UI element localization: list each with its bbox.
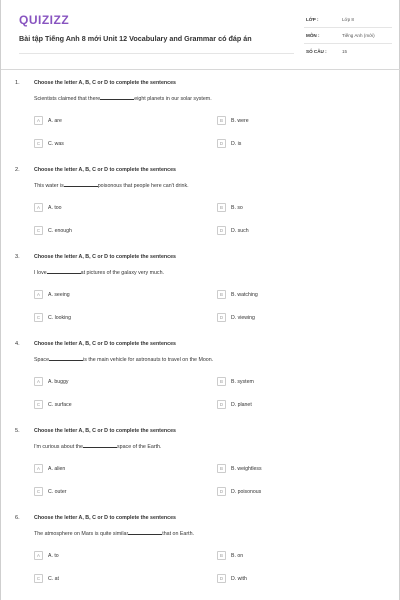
sentence-before: This water is [34,183,64,189]
question-number: 4. [15,341,20,347]
option-letter-box[interactable]: D [217,226,226,235]
option-text: D. with [231,575,247,582]
meta-row-subject [304,28,392,44]
option-text: D. viewing [231,314,255,321]
answer-blank [100,99,134,100]
meta-label: MÔN : [306,33,320,38]
option-text: D. such [231,227,249,234]
question-sentence [34,357,213,363]
option-text: C. looking [48,314,72,321]
option-text: C. enough [48,227,72,234]
option-letter-box[interactable]: D [217,139,226,148]
option-letter-box[interactable]: D [217,574,226,583]
question-number: 3. [15,254,20,260]
option-text: A. too [48,204,62,211]
sentence-after: at pictures of the galaxy very much. [80,270,164,276]
option-text: D. is [231,140,242,147]
answer-blank [128,534,162,535]
question-instruction: Choose the letter A, B, C or D to complete the sentences [34,428,176,434]
answer-blank [47,273,81,274]
question-number: 6. [15,515,20,521]
meta-value: Lớp 8 [342,17,354,22]
option-letter-box[interactable]: A [34,551,43,560]
sentence-before: Space [34,357,50,363]
option-letter-box[interactable]: B [217,551,226,560]
question-number: 1. [15,80,20,86]
sentence-before: The atmosphere on Mars is quite similar [34,531,129,537]
question-3 [1,254,400,340]
question-2 [1,167,400,253]
question-sentence [34,270,164,276]
answer-blank [83,447,117,448]
sentence-after: that on Earth. [162,531,195,537]
worksheet-title: Bài tập Tiếng Anh 8 mới Unit 12 Vocabulary and Grammar có đáp án [19,34,252,43]
option-letter-box[interactable]: A [34,290,43,299]
option-text: B. were [231,117,249,124]
meta-value: 15 [342,49,348,54]
option-letter-box[interactable]: D [217,400,226,409]
option-letter-box[interactable]: C [34,574,43,583]
option-letter-box[interactable]: C [34,226,43,235]
option-letter-box[interactable]: B [217,116,226,125]
meta-value: Tiếng Anh (mới) [342,33,375,38]
option-text: B. on [231,552,244,559]
sentence-after: space of the Earth. [117,444,162,450]
question-instruction: Choose the letter A, B, C or D to complete the sentences [34,515,176,521]
option-text: B. watching [231,291,258,298]
option-letter-box[interactable]: C [34,313,43,322]
option-letter-box[interactable]: A [34,116,43,125]
option-text: B. so [231,204,243,211]
sentence-before: I love [34,270,47,276]
question-sentence [34,96,212,102]
answer-blank [64,186,98,187]
question-5 [1,428,400,514]
meta-label: SỐ CÂU : [306,49,327,54]
option-letter-box[interactable]: C [34,139,43,148]
option-text: C. surface [48,401,72,408]
option-text: B. system [231,378,254,385]
meta-row-class [304,12,392,28]
sentence-before: Scientists claimed that there [34,96,101,102]
option-letter-box[interactable]: B [217,464,226,473]
quizizz-logo [19,13,69,27]
option-letter-box[interactable]: B [217,290,226,299]
question-instruction: Choose the letter A, B, C or D to complete the sentences [34,80,176,86]
option-text: B. weightless [231,465,262,472]
option-letter-box[interactable]: D [217,487,226,496]
meta-table [304,12,392,60]
question-number: 2. [15,167,20,173]
option-text: A. are [48,117,62,124]
option-text: A. to [48,552,59,559]
option-text: D. planet [231,401,252,408]
question-instruction: Choose the letter A, B, C or D to complete the sentences [34,167,176,173]
option-text: A. buggy [48,378,69,385]
logo-text: QUIZIZZ [19,13,70,27]
question-instruction: Choose the letter A, B, C or D to complete the sentences [34,254,176,260]
option-letter-box[interactable]: D [217,313,226,322]
answer-blank [49,360,83,361]
option-text: C. at [48,575,59,582]
question-number: 5. [15,428,20,434]
question-sentence [34,531,194,537]
sentence-after: poisonous that people here can't drink. [97,183,189,189]
option-letter-box[interactable]: C [34,487,43,496]
option-letter-box[interactable]: A [34,377,43,386]
option-text: C. was [48,140,64,147]
worksheet-header [1,0,400,70]
option-letter-box[interactable]: B [217,377,226,386]
header-divider [1,69,400,70]
option-text: A. seeing [48,291,70,298]
question-sentence [34,444,161,450]
question-sentence [34,183,189,189]
option-text: D. poisonous [231,488,262,495]
question-1 [1,80,400,166]
option-text: A. alien [48,465,66,472]
option-text: C. outer [48,488,67,495]
option-letter-box[interactable]: B [217,203,226,212]
option-letter-box[interactable]: A [34,203,43,212]
sentence-after: is the main vehicle for astronauts to travel on the Moon. [83,357,214,363]
option-letter-box[interactable]: C [34,400,43,409]
meta-label: LỚP : [306,17,319,22]
title-divider [19,53,294,54]
option-letter-box[interactable]: A [34,464,43,473]
question-4 [1,341,400,427]
question-6 [1,515,400,600]
question-instruction: Choose the letter A, B, C or D to complete the sentences [34,341,176,347]
sentence-after: eight planets in our solar system. [134,96,212,102]
sentence-before: I'm curious about the [34,444,84,450]
meta-row-count [304,44,392,60]
